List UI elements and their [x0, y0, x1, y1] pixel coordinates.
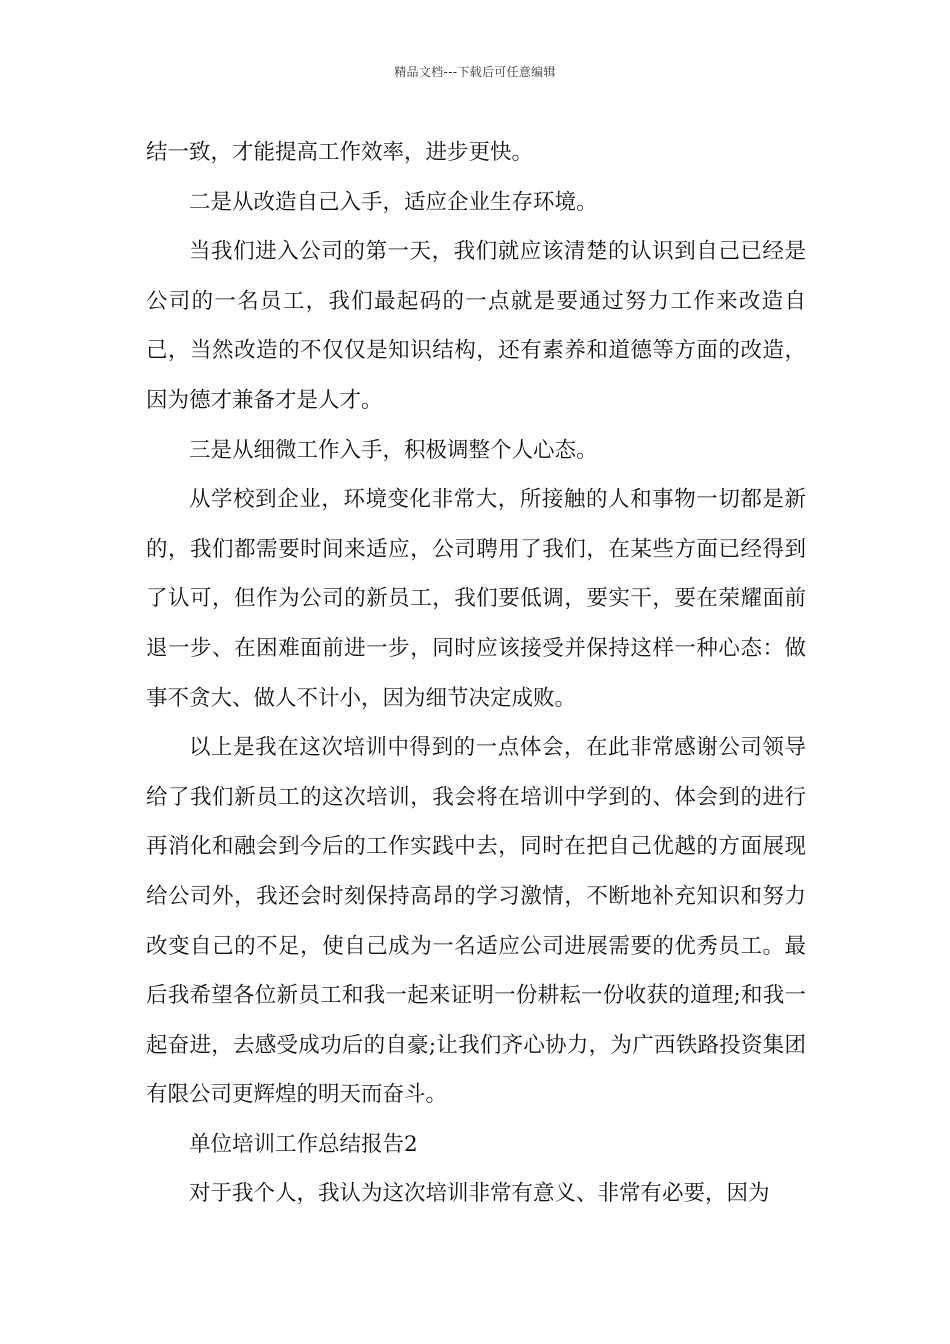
- body-paragraph: 对于我个人，我认为这次培训非常有意义、非常有必要，因为: [189, 1181, 770, 1207]
- body-paragraph: 当我们进入公司的第一天，我们就应该清楚的认识到自己已经是公司的一名员工，我们最起码的一点就是要通过努力工作来改造自己，当然改造的不仅仅是知识结构，还有素养和道德等方面的改造，因为德才兼备才是人才。: [146, 239, 806, 413]
- body-paragraph: 结一致，才能提高工作效率，进步更快。: [146, 140, 534, 165]
- document-body: [146, 128, 806, 1219]
- report-title: 单位培训工作总结报告2: [189, 1131, 418, 1157]
- section-point-heading: 二是从改造自己入手，适应企业生存环境。: [189, 189, 598, 215]
- page-header: 精品文档---下载后可任意编辑: [394, 65, 556, 79]
- body-paragraph: 从学校到企业，环境变化非常大，所接触的人和事物一切都是新的，我们都需要时间来适应，公司聘用了我们，在某些方面已经得到了认可，但作为公司的新员工，我们要低调，要实干，要在荣耀面前退一步、在困难面前进一步，同时应该接受并保持这样一种心态：做事不贪大、做人不计小，因为细节决定成败。: [146, 487, 806, 711]
- section-point-heading: 三是从细微工作入手，积极调整个人心态。: [189, 437, 598, 463]
- body-paragraph: 以上是我在这次培训中得到的一点体会，在此非常感谢公司领导给了我们新员工的这次培训，我会将在培训中学到的、体会到的进行再消化和融会到今后的工作实践中去，同时在把自己优越的方面展现给公司外，我还会时刻保持高昂的学习激情，不断地补充知识和努力改变自己的不足，使自己成为一名适应公司进展需要的优秀员工。最后我希望各位新员工和我一起来证明一份耕耘一份收获的道理;和我一起奋进，去感受成功后的自豪;让我们齐心协力，为广西铁路投资集团有限公司更辉煌的明天而奋斗。: [146, 735, 806, 1108]
